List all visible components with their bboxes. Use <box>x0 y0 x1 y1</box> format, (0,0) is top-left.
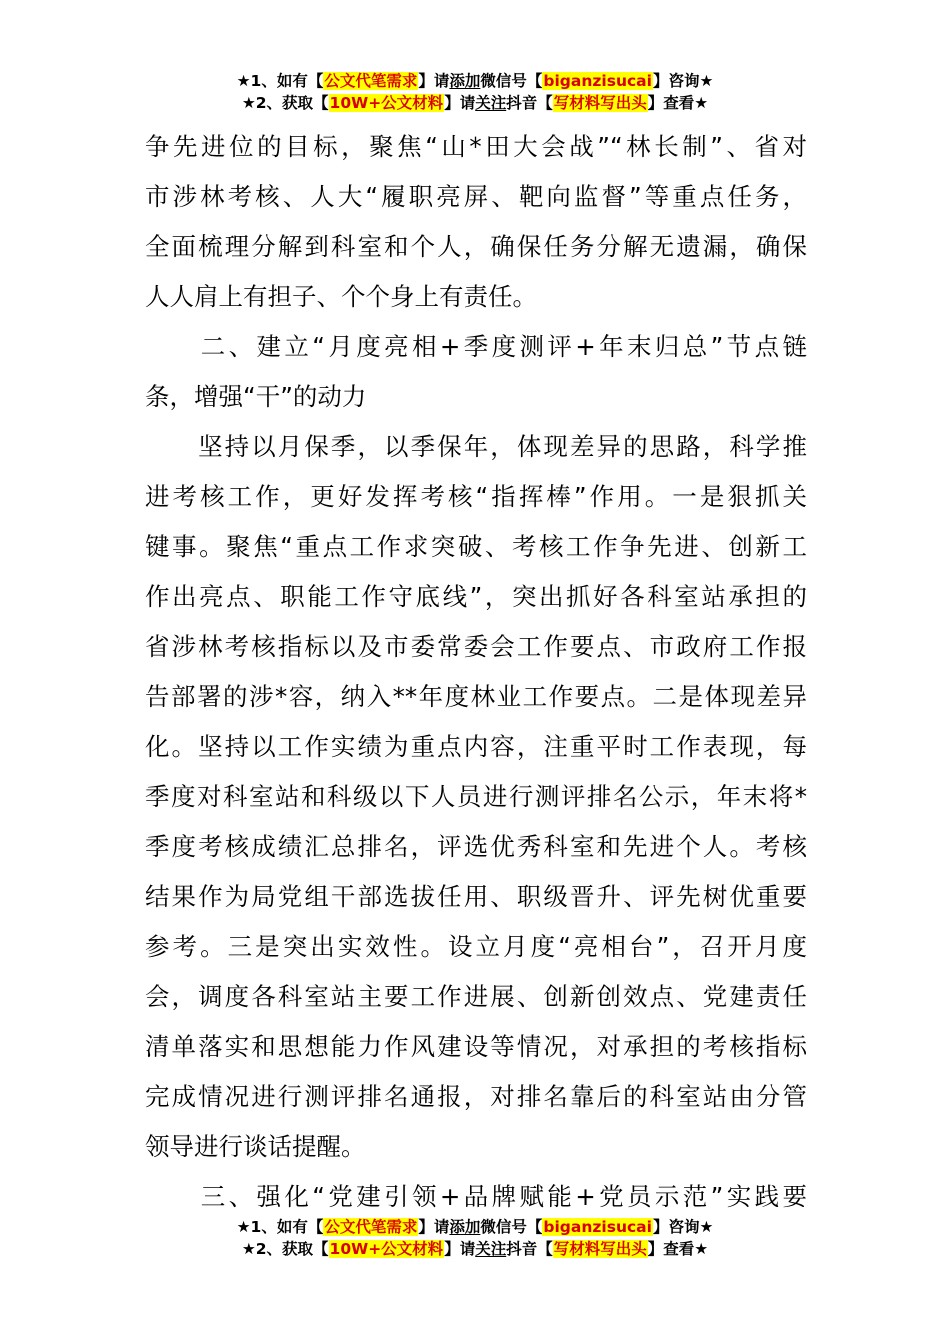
wechat-id: biganzisucai <box>543 72 652 90</box>
highlight-text: 10W+公文材料 <box>329 94 444 112</box>
notice-line-2: ★2、获取【10W+公文材料】请关注抖音【写材料写出头】查看★ <box>241 94 709 112</box>
text-line: 进考核工作，更好发挥考核“指挥棒”作用。一是狠抓关 <box>145 482 807 511</box>
star-icon: ★ <box>236 72 251 90</box>
text-line: 清单落实和思想能力作风建设等情况，对承担的考核指标 <box>145 1032 807 1061</box>
text-line: 参考。三是突出实效性。设立月度“亮相台”，召开月度 <box>145 932 807 961</box>
text-line: 季度考核成绩汇总排名，评选优秀科室和先进个人。考核 <box>145 832 807 861</box>
section-heading: 条，增强“干”的动力 <box>145 382 367 411</box>
text-line: 争先进位的目标，聚焦“山*田大会战”“林长制”、省对 <box>145 132 807 161</box>
star-icon: ★ <box>236 1218 251 1236</box>
text-line: 省涉林考核指标以及市委常委会工作要点、市政府工作报 <box>145 632 807 661</box>
document-body <box>145 122 807 1222</box>
star-icon: ★ <box>241 94 256 112</box>
wechat-id: biganzisucai <box>543 1218 652 1236</box>
text-line: 领导进行谈话提醒。 <box>145 1132 366 1161</box>
douyin-id: 写材料写出头 <box>553 94 647 112</box>
star-icon: ★ <box>241 1240 256 1258</box>
text-line: 季度对科室站和科级以下人员进行测评排名公示，年末将* <box>145 782 807 811</box>
header-notice <box>0 70 950 114</box>
text-line: 告部署的涉*容，纳入**年度林业工作要点。二是体现差异 <box>145 682 807 711</box>
notice-line-1: ★1、如有【公文代笔需求】请添加微信号【biganzisucai】咨询★ <box>236 1218 714 1236</box>
section-heading: 三、强化“党建引领+品牌赋能+党员示范”实践要 <box>145 1182 807 1211</box>
text-line: 作出亮点、职能工作守底线”，突出抓好各科室站承担的 <box>145 582 807 611</box>
highlight-text: 10W+公文材料 <box>329 1240 444 1258</box>
text-line: 键事。聚焦“重点工作求突破、考核工作争先进、创新工 <box>145 532 807 561</box>
highlight-text: 公文代笔需求 <box>324 1218 418 1236</box>
text-line: 化。坚持以工作实绩为重点内容，注重平时工作表现，每 <box>145 732 807 761</box>
text-line: 完成情况进行测评排名通报，对排名靠后的科室站由分管 <box>145 1082 807 1111</box>
douyin-id: 写材料写出头 <box>553 1240 647 1258</box>
text-line: 坚持以月保季，以季保年，体现差异的思路，科学推 <box>145 432 807 461</box>
text-line: 会，调度各科室站主要工作进展、创新创效点、党建责任 <box>145 982 807 1011</box>
highlight-text: 公文代笔需求 <box>324 72 418 90</box>
footer-notice <box>0 1216 950 1260</box>
notice-line-1: ★1、如有【公文代笔需求】请添加微信号【biganzisucai】咨询★ <box>236 72 714 90</box>
text-line: 结果作为局党组干部选拔任用、职级晋升、评先树优重要 <box>145 882 807 911</box>
text-line: 市涉林考核、人大“履职亮屏、靶向监督”等重点任务， <box>145 182 807 211</box>
text-line: 人人肩上有担子、个个身上有责任。 <box>145 282 537 311</box>
notice-line-2: ★2、获取【10W+公文材料】请关注抖音【写材料写出头】查看★ <box>241 1240 709 1258</box>
section-heading: 二、建立“月度亮相+季度测评+年末归总”节点链 <box>145 332 807 361</box>
text-line: 全面梳理分解到科室和个人，确保任务分解无遗漏，确保 <box>145 232 807 261</box>
